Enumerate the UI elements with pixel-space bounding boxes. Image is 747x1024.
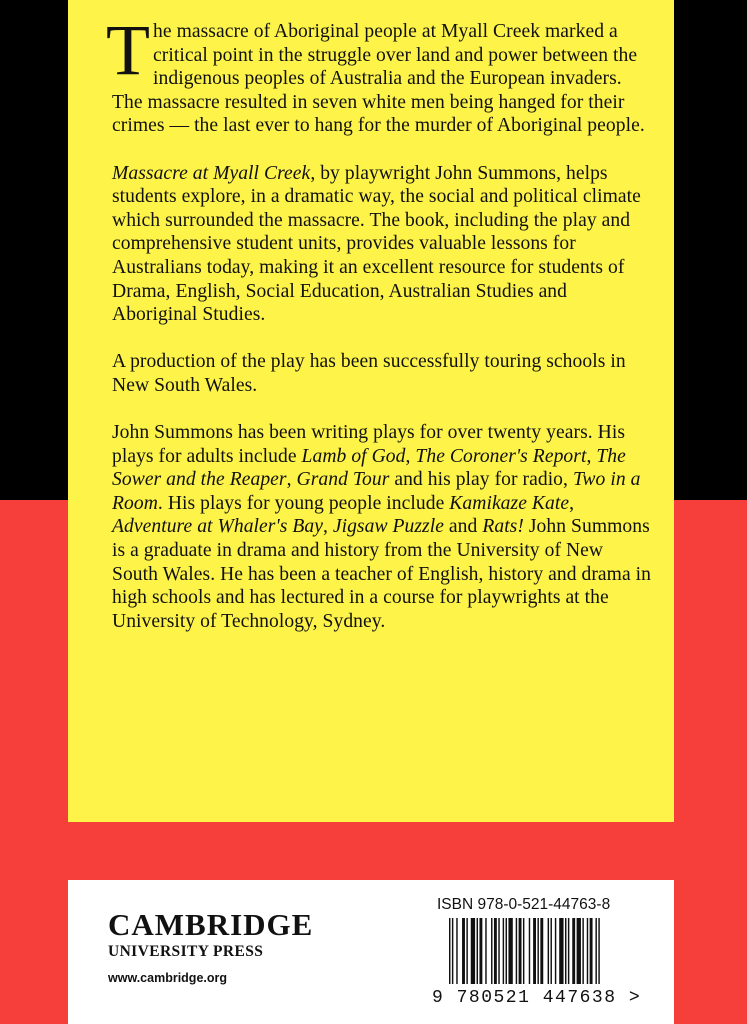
play-title: Rats!: [482, 516, 524, 538]
publisher-press: UNIVERSITY PRESS: [108, 943, 264, 960]
bio-text: John Summons has been writing plays for over twenty years. His plays for adults include: [112, 422, 626, 467]
bio-text: ,: [586, 445, 597, 467]
bio-text: ,: [286, 469, 297, 491]
play-title: Kamikaze Kate: [449, 492, 570, 514]
author-bio: [112, 421, 652, 633]
bio-text: John Summons is a graduate in drama and history from the University of New South Wales. He has been a teacher of English, history and drama in high schools and has lectured in a course for playwrights at the University of Technology, Sydney.: [112, 516, 652, 632]
play-title: The Sower and the Reaper: [112, 445, 626, 491]
isbn-label: ISBN 978-0-521-44763-8: [437, 896, 611, 913]
blurb-paragraph-2: [112, 162, 652, 327]
play-title: The Coroner's Report: [415, 445, 587, 467]
paragraph-1-text: he massacre of Aboriginal people at Myall Creek marked a critical point in the struggle over land and power between the indigenous peoples of Australia and the European invaders. The massacre resulted in seven white men being hanged for their crimes — the last ever to hang for the murder of Aboriginal people.: [112, 21, 645, 137]
publisher-name: CAMBRIDGE: [108, 907, 314, 942]
book-title: Massacre at Myall Creek: [112, 162, 311, 184]
play-title: Lamb of God: [301, 445, 406, 467]
blurb-paragraph-1: [106, 10, 652, 138]
publisher-url: www.cambridge.org: [108, 971, 228, 985]
play-title: Adventure at Whaler's Bay: [112, 516, 323, 538]
publisher-logo: [108, 907, 368, 988]
back-cover-blurb: [106, 10, 652, 633]
bio-text: . His plays for young people include: [157, 492, 450, 514]
barcode-icon: [449, 918, 651, 984]
blurb-paragraph-3: A production of the play has been successfully touring schools in New South Wales.: [112, 351, 626, 396]
bio-text: and his play for radio,: [389, 469, 573, 491]
play-title: Grand Tour: [296, 469, 390, 491]
paragraph-2-text: , by playwright John Summons, helps students explore, in a dramatic way, the social and political climate which surrounded the massacre. The book, including the play and comprehensive student units, provides valuable lessons for Australians today, making it an excellent resource for students of Drama, English, Social Education, Australian Studies and Aboriginal Studies.: [112, 162, 641, 326]
bio-text: ,: [405, 445, 416, 467]
bio-text: ,: [322, 516, 333, 538]
play-title: Jigsaw Puzzle: [332, 516, 444, 538]
bio-text: ,: [569, 492, 575, 514]
drop-cap: T: [106, 10, 151, 90]
play-title: Two in a Room: [112, 469, 641, 514]
bio-text: and: [443, 516, 483, 538]
barcode-digits: 9 780521 447638 >: [432, 988, 642, 1008]
